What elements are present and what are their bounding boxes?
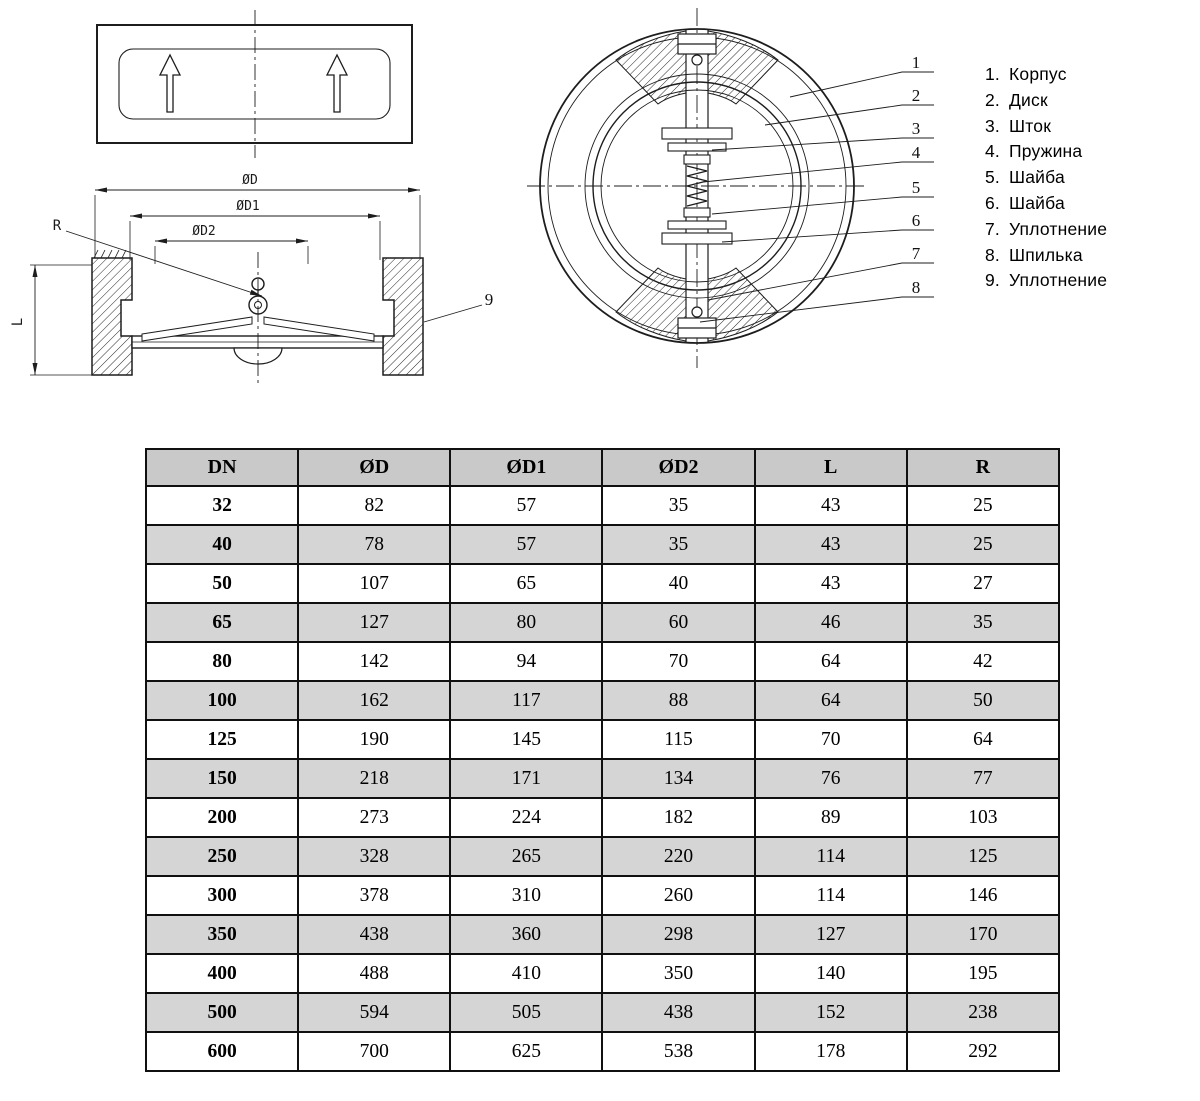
value-cell: 35 [602, 486, 754, 525]
seal-bottom [692, 307, 702, 317]
flow-arrow [327, 55, 347, 112]
legend-item-label: Шайба [1009, 167, 1065, 188]
table-row [146, 876, 1059, 915]
value-cell: 43 [755, 486, 907, 525]
column-header: DN [146, 449, 298, 486]
dn-cell: 200 [146, 798, 298, 837]
legend-item [985, 62, 1107, 88]
legend-item-number: 7. [985, 218, 1000, 239]
legend-item-label: Шайба [1009, 192, 1065, 213]
dn-cell: 150 [146, 759, 298, 798]
value-cell: 360 [450, 915, 602, 954]
value-cell: 40 [602, 564, 754, 603]
legend-item-label: Шпилька [1009, 244, 1083, 265]
dn-cell: 500 [146, 993, 298, 1032]
dn-cell: 400 [146, 954, 298, 993]
dn-cell: 65 [146, 603, 298, 642]
value-cell: 25 [907, 486, 1059, 525]
value-cell: 190 [298, 720, 450, 759]
body-left-flange [92, 258, 132, 375]
value-cell: 171 [450, 759, 602, 798]
table-row [146, 798, 1059, 837]
callout-2: 2 [911, 86, 921, 105]
value-cell: 134 [602, 759, 754, 798]
value-cell: 64 [907, 720, 1059, 759]
dn-cell: 32 [146, 486, 298, 525]
value-cell: 64 [755, 642, 907, 681]
value-cell: 238 [907, 993, 1059, 1032]
value-cell: 298 [602, 915, 754, 954]
value-cell: 46 [755, 603, 907, 642]
dn-cell: 125 [146, 720, 298, 759]
value-cell: 77 [907, 759, 1059, 798]
value-cell: 700 [298, 1032, 450, 1071]
dim-label-d1: ØD1 [236, 199, 260, 214]
callout-9-leader [424, 305, 482, 322]
table-row [146, 954, 1059, 993]
value-cell: 76 [755, 759, 907, 798]
value-cell: 224 [450, 798, 602, 837]
legend-item-number: 4. [985, 141, 1000, 162]
callout-5: 5 [911, 178, 921, 197]
dimensions-table [145, 448, 1060, 1072]
value-cell: 292 [907, 1032, 1059, 1071]
side-view [97, 10, 412, 158]
legend-item-label: Диск [1009, 89, 1048, 110]
value-cell: 310 [450, 876, 602, 915]
value-cell: 89 [755, 798, 907, 837]
table-row [146, 993, 1059, 1032]
value-cell: 114 [755, 876, 907, 915]
legend-item-number: 9. [985, 270, 1000, 291]
column-header: ØD [298, 449, 450, 486]
seal-top [692, 55, 702, 65]
value-cell: 410 [450, 954, 602, 993]
value-cell: 265 [450, 837, 602, 876]
dn-cell: 100 [146, 681, 298, 720]
value-cell: 27 [907, 564, 1059, 603]
technical-drawing [0, 0, 960, 440]
washer-top [684, 155, 710, 164]
dn-cell: 50 [146, 564, 298, 603]
legend-item-label: Корпус [1009, 64, 1067, 84]
table-row [146, 837, 1059, 876]
dim-label-d2: ØD2 [192, 224, 216, 239]
value-cell: 94 [450, 642, 602, 681]
callout-8: 8 [911, 278, 921, 297]
value-cell: 162 [298, 681, 450, 720]
legend-item-label: Пружина [1009, 141, 1083, 162]
section-view [30, 188, 482, 385]
washer-bottom [684, 208, 710, 217]
table-row [146, 681, 1059, 720]
value-cell: 145 [450, 720, 602, 759]
table-row [146, 720, 1059, 759]
callout-3: 3 [911, 119, 921, 138]
legend-item-number: 2. [985, 89, 1000, 110]
callout-6: 6 [911, 211, 921, 230]
table-row [146, 1032, 1059, 1071]
value-cell: 117 [450, 681, 602, 720]
legend-item [985, 165, 1107, 191]
dim-label-r: R [52, 218, 62, 234]
value-cell: 57 [450, 486, 602, 525]
value-cell: 64 [755, 681, 907, 720]
value-cell: 146 [907, 876, 1059, 915]
value-cell: 142 [298, 642, 450, 681]
value-cell: 107 [298, 564, 450, 603]
table-row [146, 564, 1059, 603]
value-cell: 220 [602, 837, 754, 876]
value-cell: 488 [298, 954, 450, 993]
table-row [146, 603, 1059, 642]
dn-cell: 300 [146, 876, 298, 915]
front-view [527, 8, 934, 368]
legend-item-label: Шток [1009, 115, 1052, 136]
value-cell: 140 [755, 954, 907, 993]
value-cell: 625 [450, 1032, 602, 1071]
value-cell: 195 [907, 954, 1059, 993]
dim-label-l: L [10, 317, 26, 327]
value-cell: 88 [602, 681, 754, 720]
dn-cell: 40 [146, 525, 298, 564]
value-cell: 218 [298, 759, 450, 798]
legend-item-number: 3. [985, 115, 1000, 136]
value-cell: 35 [907, 603, 1059, 642]
legend-item-number: 5. [985, 167, 1000, 188]
value-cell: 70 [755, 720, 907, 759]
column-header: ØD1 [450, 449, 602, 486]
value-cell: 57 [450, 525, 602, 564]
bore-outline [119, 49, 390, 119]
value-cell: 127 [298, 603, 450, 642]
value-cell: 25 [907, 525, 1059, 564]
value-cell: 170 [907, 915, 1059, 954]
legend-item [985, 191, 1107, 217]
value-cell: 103 [907, 798, 1059, 837]
legend-item-number: 6. [985, 192, 1000, 213]
value-cell: 438 [298, 915, 450, 954]
value-cell: 114 [755, 837, 907, 876]
column-header: R [907, 449, 1059, 486]
value-cell: 273 [298, 798, 450, 837]
legend-item [985, 268, 1107, 294]
value-cell: 50 [907, 681, 1059, 720]
legend-item-label: Уплотнение [1009, 218, 1108, 239]
callout-9: 9 [484, 290, 494, 309]
value-cell: 350 [602, 954, 754, 993]
dim-label-d: ØD [242, 173, 258, 188]
legend-item [985, 114, 1107, 140]
legend-item [985, 243, 1107, 269]
dn-cell: 350 [146, 915, 298, 954]
callout-4: 4 [911, 143, 921, 162]
legend-item [985, 139, 1107, 165]
dimensions-table-head-row [146, 449, 1059, 486]
table-row [146, 642, 1059, 681]
callout-7: 7 [911, 244, 921, 263]
valve-body-outline [97, 25, 412, 143]
value-cell: 378 [298, 876, 450, 915]
column-header: ØD2 [602, 449, 754, 486]
table-row [146, 486, 1059, 525]
value-cell: 182 [602, 798, 754, 837]
legend-item [985, 88, 1107, 114]
value-cell: 260 [602, 876, 754, 915]
value-cell: 178 [755, 1032, 907, 1071]
column-header: L [755, 449, 907, 486]
value-cell: 538 [602, 1032, 754, 1071]
body-right-flange [383, 258, 423, 375]
value-cell: 35 [602, 525, 754, 564]
value-cell: 42 [907, 642, 1059, 681]
legend-item-number: 1. [985, 64, 1000, 84]
value-cell: 127 [755, 915, 907, 954]
value-cell: 594 [298, 993, 450, 1032]
value-cell: 115 [602, 720, 754, 759]
value-cell: 70 [602, 642, 754, 681]
dn-cell: 80 [146, 642, 298, 681]
table-row [146, 525, 1059, 564]
callout-1: 1 [911, 53, 921, 72]
value-cell: 78 [298, 525, 450, 564]
value-cell: 60 [602, 603, 754, 642]
table-row [146, 759, 1059, 798]
dimensions-table-body [146, 486, 1059, 1071]
legend-item-number: 8. [985, 244, 1000, 265]
value-cell: 125 [907, 837, 1059, 876]
legend-item [985, 217, 1107, 243]
value-cell: 505 [450, 993, 602, 1032]
table-row [146, 915, 1059, 954]
value-cell: 328 [298, 837, 450, 876]
value-cell: 82 [298, 486, 450, 525]
serration-marks [94, 250, 126, 258]
dn-cell: 250 [146, 837, 298, 876]
value-cell: 65 [450, 564, 602, 603]
legend-item-label: Уплотнение [1009, 270, 1108, 291]
dn-cell: 600 [146, 1032, 298, 1071]
value-cell: 80 [450, 603, 602, 642]
flow-arrow [160, 55, 180, 112]
value-cell: 438 [602, 993, 754, 1032]
value-cell: 152 [755, 993, 907, 1032]
value-cell: 43 [755, 525, 907, 564]
parts-legend [985, 62, 1107, 294]
value-cell: 43 [755, 564, 907, 603]
